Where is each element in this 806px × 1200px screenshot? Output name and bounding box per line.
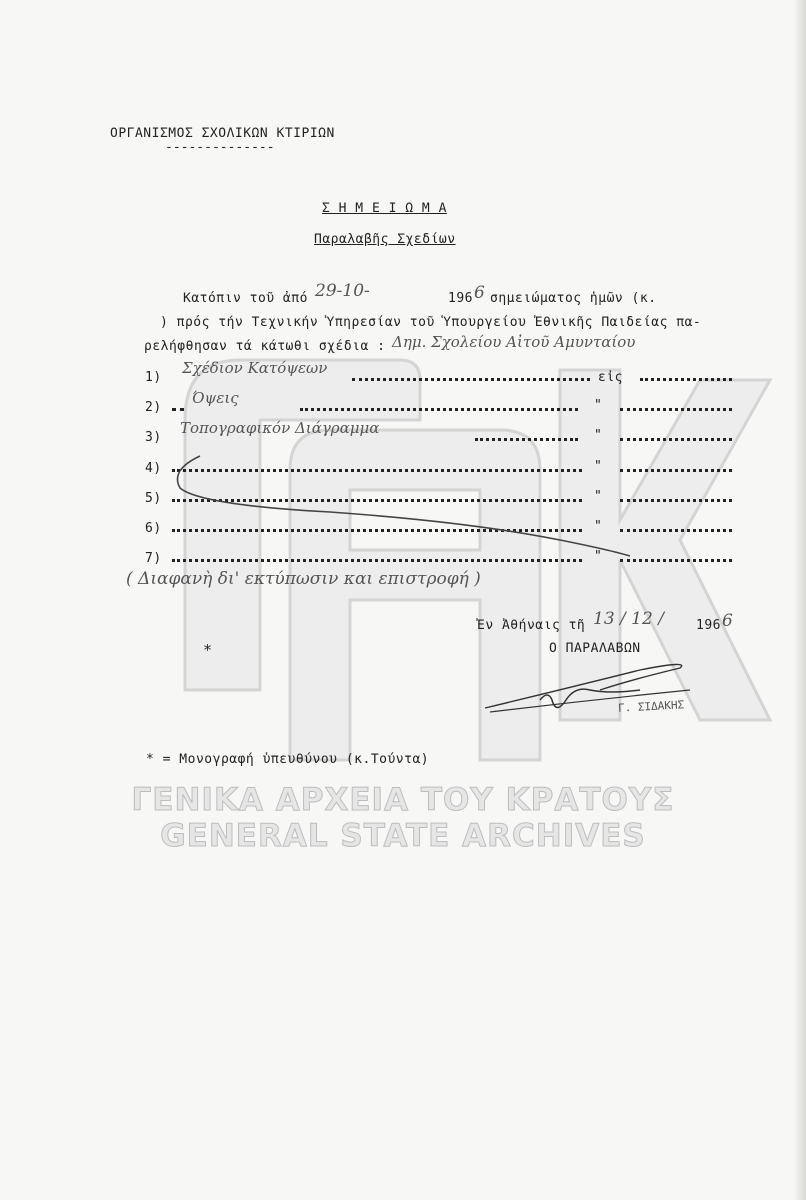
organization-name: ΟΡΓΑΝΙΣΜΟΣ ΣΧΟΛΙΚΩΝ ΚΤΙΡΙΩΝ [110, 126, 335, 141]
list-item-handwritten: Σχέδιον Κατόψεων [182, 359, 328, 377]
list-item-number: 7) [145, 551, 162, 566]
list-item-number: 4) [145, 461, 162, 476]
body-line1-prefix: Κατόπιν τοῦ ἀπό [183, 291, 308, 306]
watermark-greek: ΓΕΝΙΚΑ ΑΡΧΕΙΑ ΤΟΥ ΚΡΑΤΟΥΣ [131, 782, 675, 818]
receiver-label: Ο ΠΑΡΑΛΑΒΩΝ [549, 641, 641, 656]
watermark-english: GENERAL STATE ARCHIVES [160, 818, 646, 854]
body-line1-date: 29-10- [315, 281, 370, 301]
list-item-number: 5) [145, 491, 162, 506]
list-item-trailer: " [594, 549, 603, 564]
body-line3-handwritten: Δημ. Σχολείου Αἰτοῦ Αμυνταίου [392, 333, 636, 351]
body-line1-year-hand: 6 [474, 283, 485, 303]
body-line1-suffix: σημειώματος ἡμῶν (κ. [490, 291, 657, 306]
document-title: Σ Η Μ Ε Ι Ω Μ Α [322, 201, 447, 216]
list-item-number: 3) [145, 430, 162, 445]
list-item-number: 6) [145, 521, 162, 536]
organization-rule: -------------- [165, 140, 275, 155]
asterisk-marker: * [203, 641, 213, 659]
bracket-note: ( Διαφανὴ δι' εκτύπωσιν και επιστροφή ) [126, 569, 481, 589]
document-subtitle: Παραλαβῆς Σχεδίων [314, 232, 456, 247]
date-handwritten: 13 / 12 / [593, 609, 664, 629]
list-item-trailer: εἰς [598, 370, 623, 385]
stamp-name: Γ. ΣΙΔΑΚΗΣ [617, 698, 685, 715]
date-line-prefix: Ἐν Ἀθήναις τῆ [477, 618, 586, 633]
date-year-hand: 6 [722, 611, 733, 631]
date-year: 196 [696, 618, 721, 633]
footnote: * = Μονογραφή ὑπευθύνου (κ.Τούντα) [146, 752, 430, 767]
body-line1-year: 196 [448, 291, 473, 306]
body-line2: ) πρός τήν Τεχνικήν Ὑπηρεσίαν τοῦ Ὑπουργείου Ἐθνικῆς Παιδείας πα- [160, 315, 702, 330]
list-item-number: 2) [145, 400, 162, 415]
list-item-trailer: " [594, 519, 603, 534]
list-item-handwritten: Τοπογραφικόν Διάγραμμα [180, 419, 380, 437]
list-item-trailer: " [594, 459, 603, 474]
list-item-trailer: " [594, 489, 603, 504]
list-item-trailer: " [594, 398, 603, 413]
list-item-trailer: " [594, 428, 603, 443]
list-item-handwritten: Όψεις [192, 389, 239, 407]
body-line3-prefix: ρελήφθησαν τά κάτωθι σχέδια : [144, 339, 386, 354]
list-item-number: 1) [145, 370, 162, 385]
